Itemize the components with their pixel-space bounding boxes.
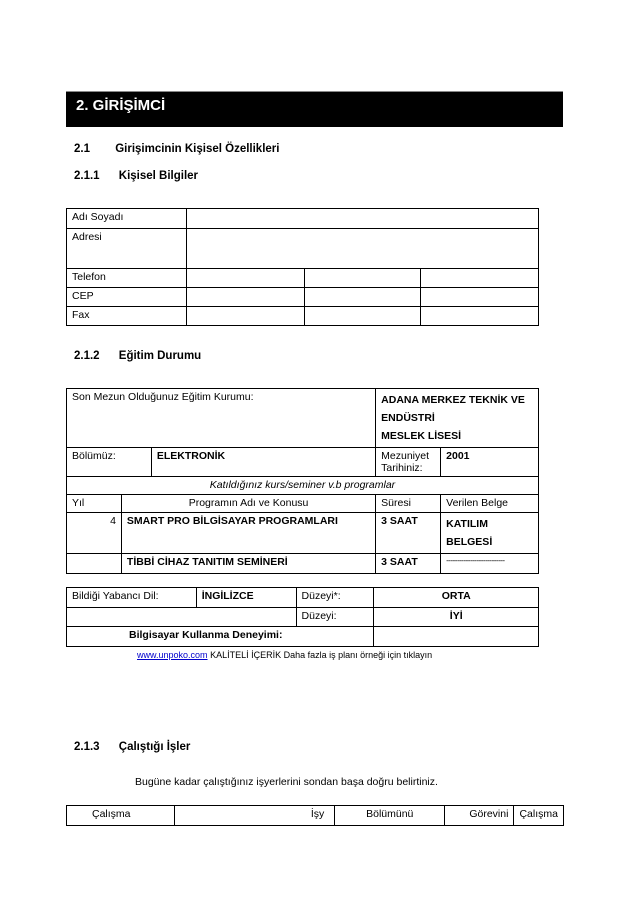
lang-label: Bildiği Yabancı Dil: <box>67 588 197 608</box>
level1-label: Düzeyi*: <box>296 588 374 608</box>
col-duration: Süresi <box>376 495 441 513</box>
empty-cell <box>67 608 297 627</box>
phone-field-1[interactable] <box>186 269 304 288</box>
lang-value: İNGİLİZCE <box>196 588 296 608</box>
fax-label: Fax <box>67 307 187 326</box>
language-table <box>66 587 539 647</box>
phone-label: Telefon <box>67 269 187 288</box>
level1-value: ORTA <box>374 588 539 608</box>
work-col-1: Çalışma <box>67 806 175 826</box>
promo-text: KALİTELİ İÇERİK Daha fazla iş planı örneği için tıklayın <box>210 650 433 660</box>
col-program: Programın Adı ve Konusu <box>121 495 375 513</box>
level2-label: Düzeyi: <box>296 608 374 627</box>
heading-number: 2.1 <box>74 143 90 155</box>
course-duration: 3 SAAT <box>376 554 441 574</box>
promo-note <box>137 650 432 660</box>
heading-label: Kişisel Bilgiler <box>118 170 199 182</box>
school-value <box>376 389 539 448</box>
heading-number: 2.1.1 <box>74 170 100 182</box>
fax-field-3[interactable] <box>421 307 539 326</box>
address-field[interactable] <box>186 229 538 269</box>
course-duration: 3 SAAT <box>376 513 441 554</box>
phone-field-2[interactable] <box>304 269 421 288</box>
name-field[interactable] <box>186 209 538 229</box>
section-title: 2. GİRİŞİMCİ <box>66 91 563 127</box>
heading-label: Çalıştığı İşler <box>118 741 191 753</box>
work-col-4: Görevini <box>445 806 514 826</box>
personal-info-table <box>66 208 539 326</box>
name-label: Adı Soyadı <box>67 209 187 229</box>
heading-2-1-1 <box>74 170 198 182</box>
promo-link[interactable]: www.unpoko.com <box>137 650 208 660</box>
heading-2-1-2 <box>74 350 201 362</box>
work-table <box>66 805 564 826</box>
school-value-line2: MESLEK LİSESİ <box>381 430 462 442</box>
work-col-2: İşy <box>175 806 335 826</box>
heading-number: 2.1.2 <box>74 350 100 362</box>
col-year: Yıl <box>67 495 122 513</box>
course-year <box>67 554 122 574</box>
table-row <box>67 513 539 554</box>
heading-label: Eğitim Durumu <box>118 350 202 362</box>
course-cert-line2: BELGESİ <box>446 536 493 548</box>
school-value-line1: ADANA MERKEZ TEKNİK VE ENDÜSTRİ <box>381 394 525 424</box>
work-intro: Bugüne kadar çalıştığınız işyerlerini sondan başa doğru belirtiniz. <box>135 776 438 788</box>
heading-2-1-3 <box>74 741 190 753</box>
computer-label: Bilgisayar Kullanma Deneyimi: <box>67 627 374 647</box>
school-label: Son Mezun Olduğunuz Eğitim Kurumu: <box>67 389 376 448</box>
dept-label: Bölümüz: <box>67 448 152 477</box>
grad-value: 2001 <box>441 448 539 477</box>
grad-label: Mezuniyet Tarihiniz: <box>376 448 441 477</box>
dept-value: ELEKTRONİK <box>151 448 375 477</box>
heading-label: Girişimcinin Kişisel Özellikleri <box>115 143 280 155</box>
education-table <box>66 388 539 574</box>
table-row <box>67 554 539 574</box>
fax-field-2[interactable] <box>304 307 421 326</box>
course-cert-line1: KATILIM <box>446 518 488 530</box>
mobile-field-1[interactable] <box>186 288 304 307</box>
mobile-field-3[interactable] <box>421 288 539 307</box>
course-cert: --------------------------- <box>441 554 539 574</box>
course-year: 4 <box>67 513 122 554</box>
mobile-label: CEP <box>67 288 187 307</box>
fax-field-1[interactable] <box>186 307 304 326</box>
computer-field[interactable] <box>374 627 539 647</box>
courses-caption: Katıldığınız kurs/seminer v.b programlar <box>67 477 539 495</box>
course-program: TİBBİ CİHAZ TANITIM SEMİNERİ <box>121 554 375 574</box>
course-cert <box>441 513 539 554</box>
heading-2-1 <box>74 143 279 155</box>
phone-field-3[interactable] <box>421 269 539 288</box>
work-col-5: Çalışma <box>514 806 564 826</box>
address-label: Adresi <box>67 229 187 269</box>
level2-value: İYİ <box>374 608 539 627</box>
mobile-field-2[interactable] <box>304 288 421 307</box>
heading-number: 2.1.3 <box>74 741 100 753</box>
work-col-3: Bölümünü <box>335 806 445 826</box>
col-cert: Verilen Belge <box>441 495 539 513</box>
course-program: SMART PRO BİLGİSAYAR PROGRAMLARI <box>121 513 375 554</box>
